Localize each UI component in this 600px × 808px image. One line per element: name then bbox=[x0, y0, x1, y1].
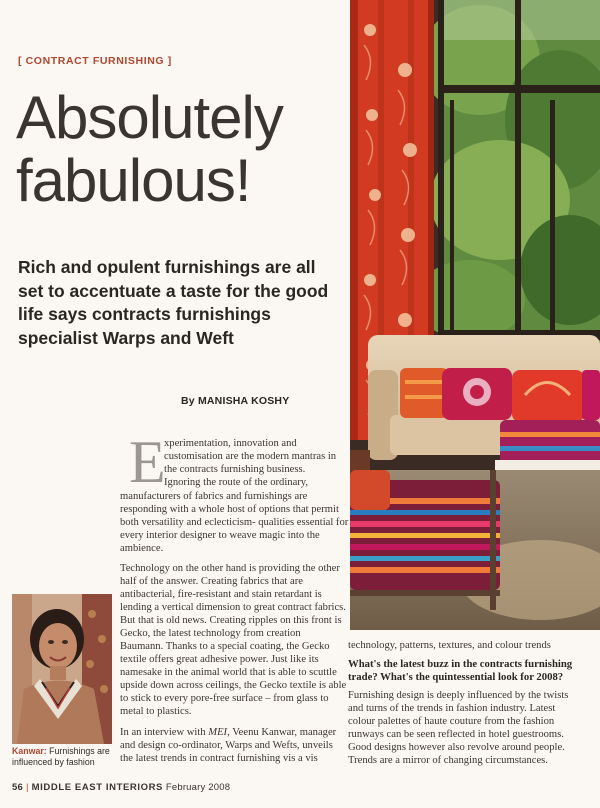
body-line: metal to plastics. bbox=[120, 706, 192, 717]
page-footer bbox=[12, 782, 230, 793]
byline: By MANISHA KOSHY bbox=[181, 395, 290, 407]
body-line: manufacturers of fabrics and furnishings are bbox=[120, 491, 308, 502]
body-line: the contracts furnishing business. bbox=[164, 464, 306, 475]
publication-name: MIDDLE EAST INTERIORS bbox=[31, 782, 163, 793]
body-line: antibacterial, fire-resistant and stain retardant is bbox=[120, 589, 322, 600]
body-line: both versatility and eclecticism- qualities essential for bbox=[120, 517, 349, 528]
body-line: the latest trends in contract furnishing vis a vis bbox=[120, 753, 318, 764]
body-line: xperimentation, innovation and bbox=[164, 438, 297, 449]
body-line: half of the answer. Creating fabrics that are bbox=[120, 576, 303, 587]
interview-question: What's the latest buzz in the contracts furnishing bbox=[348, 658, 573, 670]
body-line: colour palettes of haute couture from the fashion bbox=[348, 716, 555, 727]
hero-photo bbox=[350, 0, 600, 630]
body-line: Baumann. Thanks to a special coating, the Gecko bbox=[120, 641, 330, 652]
body-line: lending a vertical dimension to great contract fabrics. bbox=[120, 602, 346, 613]
body-line: every interior designer to weave magic into the bbox=[120, 530, 320, 541]
body-line: technology, patterns, textures, and colour trends bbox=[348, 640, 551, 651]
footer-separator: | bbox=[25, 782, 29, 793]
body-line: Trends are a mirror of changing circumstances. bbox=[348, 755, 548, 766]
body-line: namesake in the animal world that is able to scuttle bbox=[120, 667, 337, 678]
page-number: 56 bbox=[12, 782, 23, 793]
portrait-photo bbox=[12, 594, 112, 744]
body-line: textile offers great adhesive power. Just like its bbox=[120, 654, 319, 665]
body-line: Good designs however also revolve around people. bbox=[348, 742, 565, 753]
body-line: Ignoring the route of the ordinary, bbox=[164, 477, 309, 488]
magazine-name: MEI bbox=[208, 727, 228, 738]
body-line: and design co-ordinator, Warps and Wefts, unveils bbox=[120, 740, 333, 751]
body-line: to stick to every pore-free surface – from glass to bbox=[120, 693, 329, 704]
body-line: customisation are the modern mantras in bbox=[164, 451, 337, 462]
headline bbox=[16, 86, 346, 212]
section-tag: [ CONTRACT FURNISHING ] bbox=[18, 55, 172, 67]
body-line: Gecko, the latest technology from creation bbox=[120, 628, 301, 639]
standfirst: Rich and opulent furnishings are all set to accentuate a taste for the good life says contracts furnishings specialist Warps and Weft bbox=[18, 257, 329, 348]
body-line: But that is old news. Creating ripples on this front is bbox=[120, 615, 342, 626]
body-line: and turns of the trends in fashion industry. Latest bbox=[348, 703, 556, 714]
headline-line-2: fabulous! bbox=[16, 147, 251, 214]
photo-caption: Kanwar: Furnishings are influenced by fashion bbox=[12, 746, 110, 767]
caption-name: Kanwar: bbox=[12, 746, 47, 756]
issue-date: February 2008 bbox=[165, 782, 231, 793]
body-line: ambience. bbox=[120, 543, 164, 554]
body-line: upside down across ceilings, the Gecko textile is able bbox=[120, 680, 347, 691]
drop-cap: E bbox=[129, 429, 166, 495]
body-line: Technology on the other hand is providing the other bbox=[120, 563, 340, 574]
interview-question: trade? What's the quintessential look for 2008? bbox=[348, 671, 564, 683]
body-line: runways can be seen reflected in hotel guestrooms. bbox=[348, 729, 564, 740]
body-line: responding with a whole host of options that permit bbox=[120, 504, 339, 515]
body-line: Furnishing design is deeply influenced by the twists bbox=[348, 690, 569, 701]
headline-line-1: Absolutely bbox=[16, 84, 283, 151]
body-line: In an interview with MEI, Veenu Kanwar, manager bbox=[120, 727, 337, 738]
